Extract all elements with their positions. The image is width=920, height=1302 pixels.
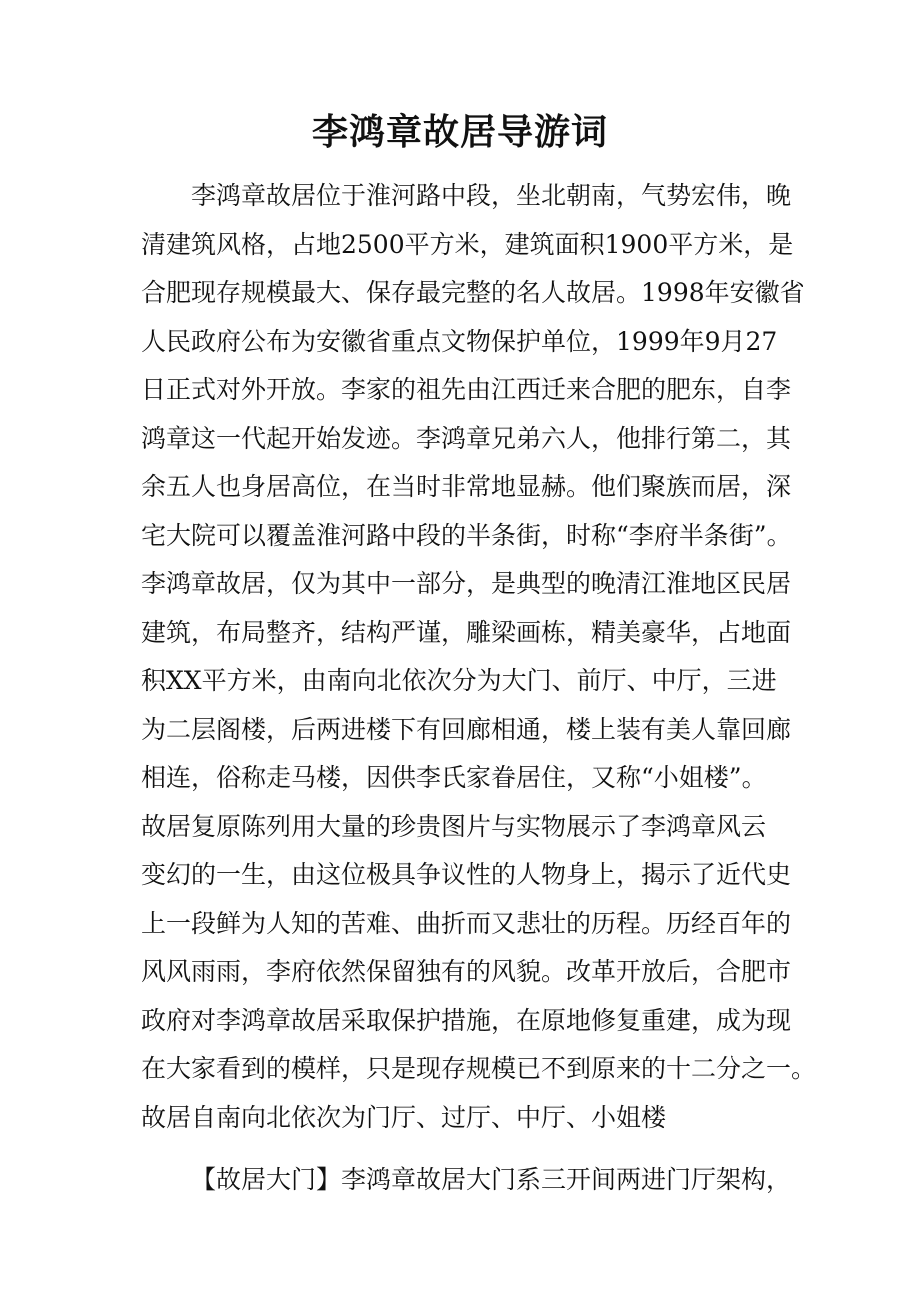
text-line: 李鸿章故居位于淮河路中段，坐北朝南，气势宏伟，晚 — [191, 181, 792, 210]
text-line: 【故居大门】李鸿章故居大门系三开间两进门厅架构， — [191, 1165, 792, 1194]
text-line: 建筑，布局整齐，结构严谨，雕梁画栋，精美豪华，占地面 — [141, 617, 792, 647]
text-line: 余五人也身居高位，在当时非常地显赫。他们聚族而居，深 — [141, 472, 792, 501]
text-line: 鸿章这一代起开始发迹。李鸿章兄弟六人，他排行第二，其 — [141, 423, 792, 453]
text-line: 故居自南向北依次为门厅、过厅、中厅、小姐楼 — [141, 1102, 667, 1132]
text-line: 合肥现存规模最大、保存最完整的名人故居。1998年安徽省 — [141, 278, 805, 307]
text-line: 在大家看到的模样，只是现存规模已不到原来的十二分之一。 — [141, 1054, 817, 1083]
text-line: 人民政府公布为安徽省重点文物保护单位，1999年9月27 — [141, 326, 778, 356]
text-line: 积XX平方米，由南向北依次分为大门、前厅、中厅，三进 — [141, 666, 777, 695]
text-line: 为二层阁楼，后两进楼下有回廊相通，楼上装有美人靠回廊 — [141, 714, 792, 744]
text-line: 清建筑风格，占地2500平方米，建筑面积1900平方米，是 — [141, 229, 794, 259]
document-title: 李鸿章故居导游词 — [311, 111, 608, 153]
document-body — [141, 172, 817, 1205]
text-line: 政府对李鸿章故居采取保护措施，在原地修复重建，成为现 — [141, 1005, 792, 1035]
text-line: 相连，俗称走马楼，因供李氏家眷居住，又称“小姐楼”。 — [141, 763, 767, 792]
text-line: 宅大院可以覆盖淮河路中段的半条街，时称“李府半条街”。 — [141, 520, 792, 550]
text-line: 日正式对外开放。李家的祖先由江西迁来合肥的肥东，自李 — [141, 375, 792, 404]
text-line: 变幻的一生，由这位极具争议性的人物身上，揭示了近代史 — [141, 860, 792, 889]
text-line: 李鸿章故居，仅为其中一部分，是典型的晚清江淮地区民居 — [141, 569, 792, 598]
text-line: 故居复原陈列用大量的珍贵图片与实物展示了李鸿章风云 — [141, 811, 767, 841]
text-line: 风风雨雨，李府依然保留独有的风貌。改革开放后，合肥市 — [141, 957, 792, 986]
text-line: 上一段鲜为人知的苦难、曲折而又悲壮的历程。历经百年的 — [141, 908, 792, 938]
